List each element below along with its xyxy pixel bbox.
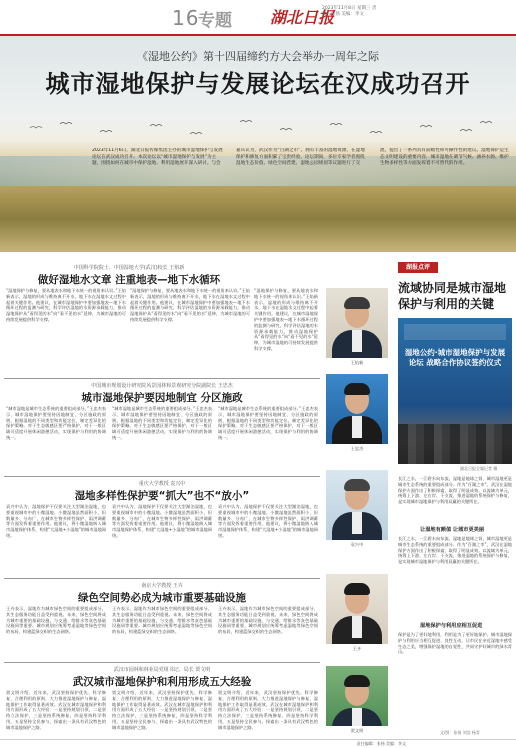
portrait-photo [326, 574, 388, 644]
commentary-author: 文/图：张扬 刘浩 杨青 [440, 730, 480, 735]
article-body: 袁兴中认为，湿地保护不仅要关注大型湖泊湿地，也要重视城市中的小微湿地。小微湿地虽然面积小，但数量多、分布广，在城市生物多样性保护、雨洪调蓄等方面发挥着重要作用。他建议，将小微湿地纳入城市湿地保护体系，构建“大湿地+小湿地”的城市湿地网络。 [112, 504, 212, 538]
hero-banner [0, 36, 516, 252]
article-body: “湿地保护与修复，要从地表水和地下水统一的视角来认识。”王焰新表示，湿地的形成与维持离不开水，地下水在湿地水文过程中起着关键作用。他建议，在城市湿地保护中要加强地表—地下水循环过程的监测与研究，科学评估湿地的水资源承载能力，推动湿地保护从“看得见的水”向“看不见的水”延伸，为城市湿地的可持续发展提供科学支撑。 [254, 288, 318, 351]
divider [4, 378, 320, 379]
article-body: “湿地保护与修复，要从地表水和地下水统一的视角来认识。”王焰新表示，湿地的形成与维持离不开水，地下水在湿地水文过程中起着关键作用。他建议，在城市湿地保护中要加强地表—地下水循环过程的监测与研究，科学评估湿地的水资源承载能力，推动湿地保护从“看得见的水”向“看不见的水”延伸，为城市湿地的可持续发展提供科学支撑。 [130, 288, 250, 322]
signing-ceremony-photo [398, 318, 512, 464]
divider [4, 476, 320, 477]
article-body: 王卉表示，湿地作为城市绿色空间的重要组成部分，其生态服务功能日益受到重视。未来，绿色空间将成为城市重要的基础设施，与交通、给排水等灰色基础设施同等重要。城市规划应统筹考虑湿地等绿色空间的布局，构建蓝绿交织的生态网络。 [218, 606, 318, 635]
article-kicker: 南京大学教授 王卉 [141, 583, 183, 589]
portrait-caption: 王焰新 [350, 360, 364, 365]
newspaper-logo: 湖北日报 [270, 8, 335, 27]
hero-intro: 2023年11月6日，湖北日报传媒集团主办的城市湿地保护与发展论坛在武汉成功召开。本次论坛以“城市湿地保护与发展”为主题，围绕如何在城市中保护湿地、利用湿地展开深入研讨。与会嘉宾认为，武汉作为“百湖之市”，拥有丰富的湿地资源，在湿地保护和修复方面积累了宝贵经验。论坛期间，多位专家学者围绕湿地生态价值、绿色空间营建、湿地公园规划等议题进行了交流，提出了一系列具有前瞻性和可操作性的建议。湿地保护是生态文明建设的重要内容，城市湿地在调节气候、涵养水源、维护生物多样性等方面发挥着不可替代的作用。 [92, 148, 509, 167]
hero-title: 城市湿地保护与发展论坛在汉成功召开 [45, 70, 471, 98]
article-body: “城市湿地是城市生态系统的重要组成部分。”王忠杰表示，城市湿地保护要坚持因地制宜、分区施政的原则，根据湿地的不同类型和功能定位，制定差异化的保护策略。对于生态敏感区要严格保护，对于一般区域可适度开展休闲游憩活动，实现保护与利用的协调统一。 [112, 406, 212, 440]
portrait-caption: 贾文明 [350, 728, 364, 733]
commentary-title: 流域协同是城市湿地保护与利用的关键 [398, 281, 507, 311]
article-headline: 湿地多样性保护要“抓大”也不“放小” [74, 490, 250, 502]
commentary-body: 保护是为了更好地利用，利用是为了更好地保护。城市湿地保护与利用应当相互促进、良性互动，让市民在亲近湿地中感受生态之美，增强保护湿地的自觉性，共同守护好城市的绿水青山。 [398, 632, 512, 655]
commentary-subhead: 让湿地有颜值 让城市更美丽 [420, 527, 485, 533]
article-body: 贾文明介绍，近年来，武汉坚持保护优先、科学修复、合理利用的原则，大力推进湿地保护与修复，湿地保护工作取得显著成效。武汉在城市湿地保护和利用方面形成了五大经验：一是坚持规划引领，二是坚持立法保护，三是坚持系统修复，四是坚持科学利用，五是坚持全民参与，探索出一条具有武汉特色的城市湿地保护之路。 [218, 690, 318, 730]
photo-banner-text: 湿地公约·城市湿地保护与发展论坛 战略合作协议签约仪式 [404, 348, 506, 367]
article-body: “湿地保护与修复，要从地表水和地下水统一的视角来认识。”王焰新表示，湿地的形成与维持离不开水，地下水在湿地水文过程中起着关键作用。他建议，在城市湿地保护中要加强地表—地下水循环过程的监测与研究，科学评估湿地的水资源承载能力，推动湿地保护从“看得见的水”向“看不见的水”延伸，为城市湿地的可持续发展提供科学支撑。 [6, 288, 126, 322]
section-name: 专题 [198, 11, 232, 31]
photo-caption: 湖北日报全媒记者 摄 [460, 466, 498, 471]
article-body: 贾文明介绍，近年来，武汉坚持保护优先、科学修复、合理利用的原则，大力推进湿地保护与修复，湿地保护工作取得显著成效。武汉在城市湿地保护和利用方面形成了五大经验：一是坚持规划引领，二是坚持立法保护，三是坚持系统修复，四是坚持科学利用，五是坚持全民参与，探索出一条具有武汉特色的城市湿地保护之路。 [6, 690, 106, 730]
portrait-photo [326, 470, 388, 540]
page-number: 16 [172, 6, 200, 30]
portrait-photo [326, 288, 388, 358]
issue-meta: 2023年11月8日 星期三 责编：张扬 美编：李文 [322, 6, 377, 17]
reeds-image [0, 186, 516, 252]
article-headline: 绿色空间势必成为城市重要基础设施 [78, 592, 246, 604]
page-footer [0, 739, 516, 748]
article-body: 袁兴中认为，湿地保护不仅要关注大型湖泊湿地，也要重视城市中的小微湿地。小微湿地虽然面积小，但数量多、分布广，在城市生物多样性保护、雨洪调蓄等方面发挥着重要作用。他建议，将小微湿地纳入城市湿地保护体系，构建“大湿地+小湿地”的城市湿地网络。 [218, 504, 318, 538]
divider [4, 662, 320, 663]
article-headline: 武汉城市湿地保护和利用形成五大经验 [72, 676, 252, 688]
article-body: 贾文明介绍，近年来，武汉坚持保护优先、科学修复、合理利用的原则，大力推进湿地保护与修复，湿地保护工作取得显著成效。武汉在城市湿地保护和利用方面形成了五大经验：一是坚持规划引领，二是坚持立法保护，三是坚持系统修复，四是坚持科学利用，五是坚持全民参与，探索出一条具有武汉特色的城市湿地保护之路。 [112, 690, 212, 730]
hero-subtitle: 《湿地公约》第十四届缔约方大会举办一周年之际 [137, 50, 379, 63]
article-body: “城市湿地是城市生态系统的重要组成部分。”王忠杰表示，城市湿地保护要坚持因地制宜、分区施政的原则，根据湿地的不同类型和功能定位，制定差异化的保护策略。对于生态敏感区要严格保护，对于一般区域可适度开展休闲游憩活动，实现保护与利用的协调统一。 [218, 406, 318, 440]
article-kicker: 重庆大学教授 袁兴中 [138, 481, 186, 487]
portrait-caption: 袁兴中 [350, 542, 364, 547]
portrait-photo [326, 666, 388, 726]
portrait-caption: 王忠杰 [350, 446, 364, 451]
article-kicker: 中国科学院院士、中国湿地大学(武汉)校长 王焰新 [73, 265, 185, 271]
footer-editor: 责任编辑：张扬 美编：李文 [356, 741, 406, 746]
commentary-body: 长江之水，一江碧水向东流。湿地是地球之肾，城市湿地更是城市生态系统的重要组成部分。作为“百湖之市”，武汉在湿地保护方面作出了积极探索，取得了明显成效。以流域为单元，统筹上下游、左右岸、干支流，推进湿地的系统保护与修复，是实现城市湿地保护与利用双赢的关键所在。 [398, 476, 512, 505]
article-kicker: 武汉市园林和林业局党组书记、局长 贾文明 [113, 667, 211, 673]
commentary-body: 长江之水，一江碧水向东流。湿地是地球之肾，城市湿地更是城市生态系统的重要组成部分。作为“百湖之市”，武汉在湿地保护方面作出了积极探索，取得了明显成效。以流域为单元，统筹上下游、左右岸、干支流，推进湿地的系统保护与修复，是实现城市湿地保护与利用双赢的关键所在。 [398, 536, 512, 565]
commentary-subhead: 湿地保护与利用应相互促进 [420, 623, 483, 629]
article-body: 王卉表示，湿地作为城市绿色空间的重要组成部分，其生态服务功能日益受到重视。未来，绿色空间将成为城市重要的基础设施，与交通、给排水等灰色基础设施同等重要。城市规划应统筹考虑湿地等绿色空间的布局，构建蓝绿交织的生态网络。 [6, 606, 106, 635]
article-kicker: 中国城市规划设计研究院风景园林和景观研究分院副院长 王忠杰 [91, 383, 233, 389]
article-body: “城市湿地是城市生态系统的重要组成部分。”王忠杰表示，城市湿地保护要坚持因地制宜、分区施政的原则，根据湿地的不同类型和功能定位，制定差异化的保护策略。对于生态敏感区要严格保护，对于一般区域可适度开展休闲游憩活动，实现保护与利用的协调统一。 [6, 406, 106, 440]
divider [4, 578, 320, 579]
article-body: 袁兴中认为，湿地保护不仅要关注大型湖泊湿地，也要重视城市中的小微湿地。小微湿地虽然面积小，但数量多、分布广，在城市生物多样性保护、雨洪调蓄等方面发挥着重要作用。他建议，将小微湿地纳入城市湿地保护体系，构建“大湿地+小湿地”的城市湿地网络。 [6, 504, 106, 538]
article-headline: 做好湿地水文章 注重地表—地下水循环 [37, 274, 221, 286]
commentary-tag: 湖报点评 [398, 262, 438, 273]
article-body: 王卉表示，湿地作为城市绿色空间的重要组成部分，其生态服务功能日益受到重视。未来，绿色空间将成为城市重要的基础设施，与交通、给排水等灰色基础设施同等重要。城市规划应统筹考虑湿地等绿色空间的布局，构建蓝绿交织的生态网络。 [112, 606, 212, 635]
birds-illustration [20, 116, 500, 146]
article-headline: 城市湿地保护要因地制宜 分区施政 [81, 392, 243, 404]
portrait-photo [326, 374, 388, 444]
portrait-caption: 王卉 [352, 646, 362, 651]
page-header [0, 0, 516, 36]
